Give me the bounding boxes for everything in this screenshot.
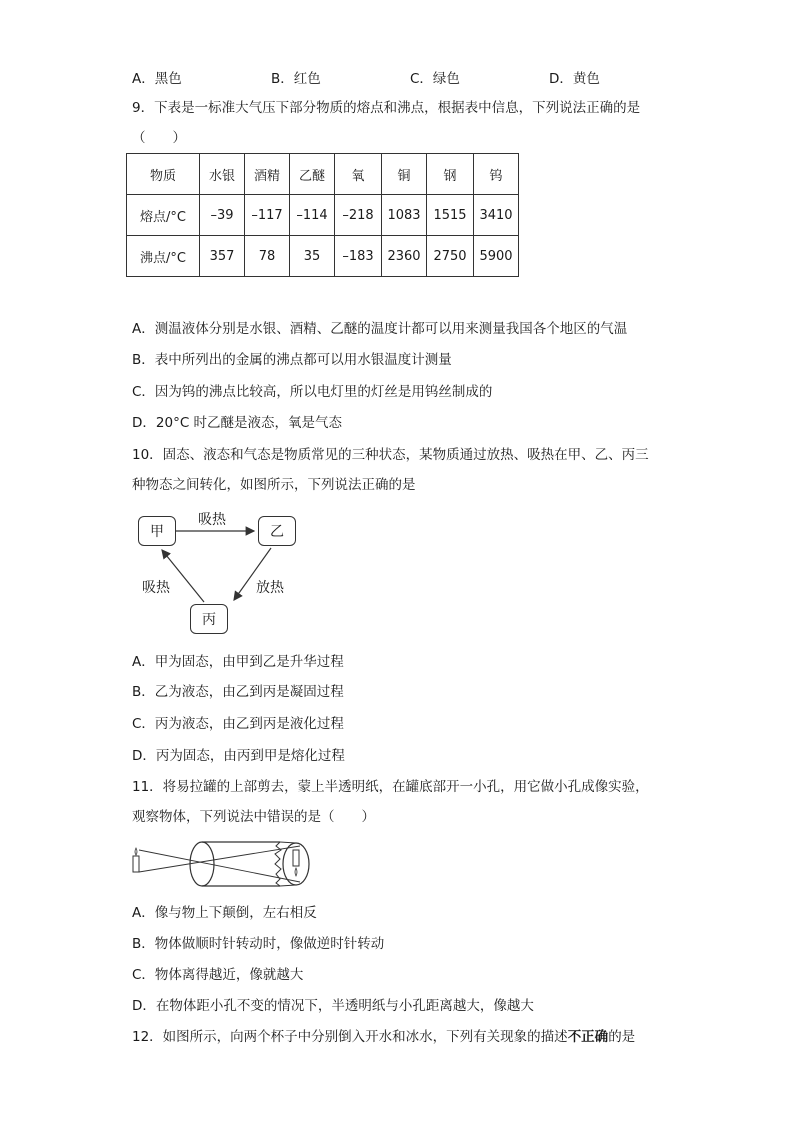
q11-option-d: D．在物体距小孔不变的情况下，半透明纸与小孔距离越大，像越大 [132,998,534,1014]
table-cell: –39 [200,195,245,236]
table-cell: 2360 [382,236,427,277]
q8-options [132,67,692,85]
q9-paren: （ ） [132,130,186,146]
light-ray-bottom [139,846,300,872]
q8-option-a: A．黑色 [132,71,182,87]
q10-option-c: C．丙为液态，由乙到丙是液化过程 [132,716,344,732]
table-cell: 5900 [474,236,519,277]
table-cell: –114 [290,195,335,236]
q11-stem-line1: 11．将易拉罐的上部剪去，蒙上半透明纸，在罐底部开一小孔，用它做小孔成像实验， [132,779,649,795]
node-bing: 丙 [190,604,228,634]
table-cell: –117 [245,195,290,236]
table-cell: 钢 [427,154,474,195]
table-cell: 乙醚 [290,154,335,195]
table-cell: –218 [335,195,382,236]
q12-stem-post: 的是 [608,1029,636,1045]
label-ab: 吸热 [198,512,226,528]
label-ca: 吸热 [142,580,170,596]
state-change-diagram [126,500,326,640]
q11-option-a: A．像与物上下颠倒，左右相反 [132,905,317,921]
candle-icon [133,856,139,872]
table-cell: 357 [200,236,245,277]
table-cell: –183 [335,236,382,277]
q10-stem-line2: 种物态之间转化，如图所示，下列说法正确的是 [132,477,416,493]
table-cell: 氧 [335,154,382,195]
table-row [127,195,519,236]
q10-option-d: D．丙为固态，由丙到甲是熔化过程 [132,748,345,764]
table-cell: 35 [290,236,335,277]
q8-option-d: D．黄色 [549,71,600,87]
q9-option-b: B．表中所列出的金属的沸点都可以用水银温度计测量 [132,352,452,368]
table-cell: 钨 [474,154,519,195]
table-cell: 1083 [382,195,427,236]
table-cell: 3410 [474,195,519,236]
table-cell: 沸点/°C [127,236,200,277]
q8-option-c: C．绿色 [410,71,460,87]
q10-option-b: B．乙为液态，由乙到丙是凝固过程 [132,684,344,700]
q8-option-b: B．红色 [271,71,321,87]
q10-option-a: A．甲为固态，由甲到乙是升华过程 [132,654,344,670]
table-cell: 物质 [127,154,200,195]
q12-stem-emphasis: 不正确 [567,1029,609,1045]
table-header-row [127,154,519,195]
table-row [127,236,519,277]
table-cell: 水银 [200,154,245,195]
table-cell: 酒精 [245,154,290,195]
q9-option-a: A．测温液体分别是水银、酒精、乙醚的温度计都可以用来测量我国各个地区的气温 [132,321,628,337]
flame-icon [135,848,137,855]
table-cell: 78 [245,236,290,277]
q9-option-d: D．20°C 时乙醚是液态，氧是气态 [132,415,343,431]
q12-stem-pre: 12．如图所示，向两个杯子中分别倒入开水和冰水，下列有关现象的描述 [132,1029,568,1045]
table-cell: 铜 [382,154,427,195]
translucent-screen [283,843,309,885]
q11-option-b: B．物体做顺时针转动时，像做逆时针转动 [132,936,385,952]
node-jia: 甲 [138,516,176,546]
table-cell: 1515 [427,195,474,236]
q11-option-c: C．物体离得越近，像就越大 [132,967,304,983]
q10-stem-line1: 10．固态、液态和气态是物质常见的三种状态，某物质通过放热、吸热在甲、乙、丙三 [132,447,649,463]
melting-boiling-table [126,153,519,277]
pinhole-camera-illustration [130,836,330,892]
q12-stem [132,1028,635,1046]
q9-option-c: C．因为钨的沸点比较高，所以电灯里的灯丝是用钨丝制成的 [132,384,493,400]
q9-stem: 9．下表是一标准大气压下部分物质的熔点和沸点，根据表中信息，下列说法正确的是 [132,100,641,116]
table-cell: 2750 [427,236,474,277]
table-cell: 熔点/°C [127,195,200,236]
q11-stem-line2: 观察物体，下列说法中错误的是（ ） [132,809,375,825]
label-bc: 放热 [256,580,284,596]
node-yi: 乙 [258,516,296,546]
